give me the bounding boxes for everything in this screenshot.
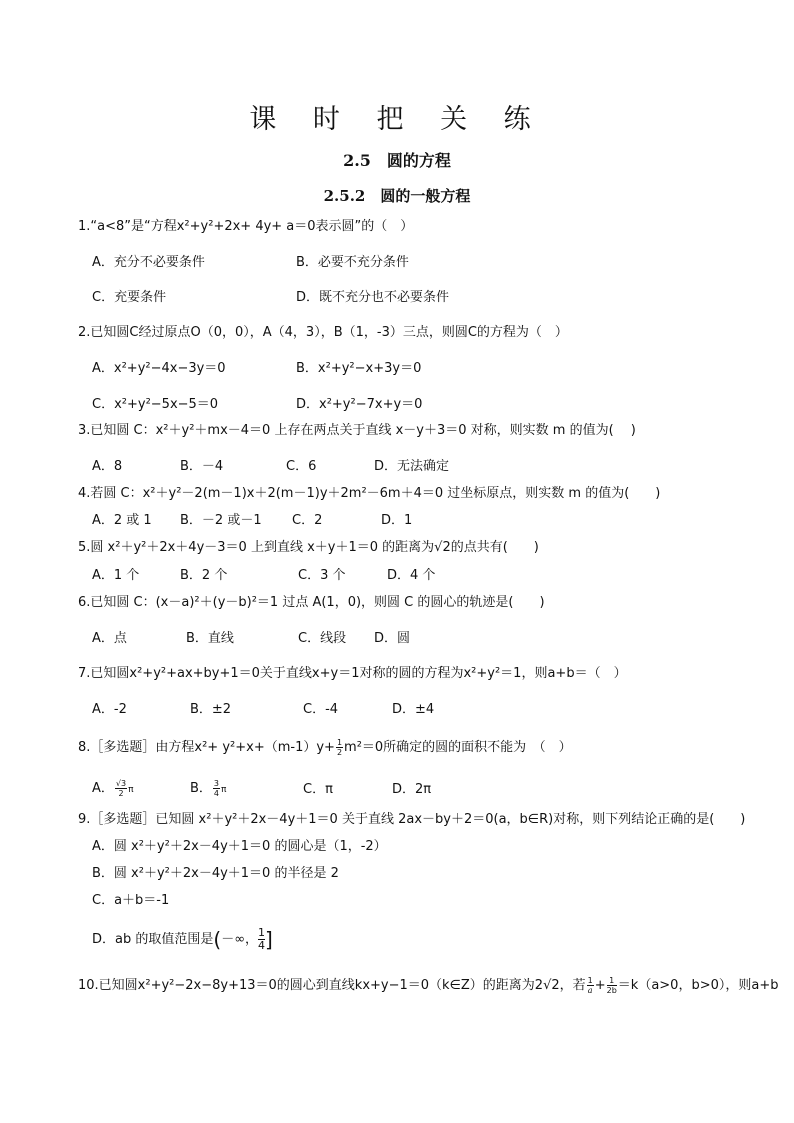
question-7-option-b: B．±2 [190,702,232,717]
question-6-stem: 6.已知圆 C：(x－a)²＋(y－b)²＝1 过点 A(1，0)，则圆 C 的圆心的轨迹是( ) [78,595,545,610]
question-4-option-d: D．1 [381,513,413,528]
question-1-stem: 1.“a<8”是“方程x²+y²+2x+ 4y+ a＝0表示圆”的（ ） [78,219,414,234]
question-4-option-c: C．2 [292,513,323,528]
question-5-option-c: C．3 个 [298,568,346,583]
question-1-option-a: A．充分不必要条件 [92,255,205,270]
question-3-stem: 3.已知圆 C：x²＋y²＋mx－4＝0 上存在两点关于直线 x－y＋3＝0 对称，则实数 m 的值为( ) [78,423,636,438]
fraction-one-half: $\frac{1}{2}$ [336,738,343,757]
question-5-stem-post: 的点共有( ) [450,540,539,555]
question-5-option-b: B．2 个 [180,568,228,583]
question-2-option-c: C．x²+y²−5x−5＝0 [92,397,219,412]
question-9-stem: 9.［多选题］已知圆 x²＋y²＋2x－4y＋1＝0 关于直线 2ax－by＋2＝0(a，b∈R)对称，则下列结论正确的是( ) [78,812,746,827]
sqrt-2: √2 [434,540,451,555]
fraction-three-quarters: $\frac{3}{4}$ [213,779,220,798]
question-6-option-a: A．点 [92,631,127,646]
fraction-one-over-2b: $\frac{1}{2b}$ [606,976,617,995]
question-9-option-c: C．a＋b＝-1 [92,893,170,908]
question-3-option-b: B．－4 [180,459,224,474]
question-7-option-d: D．±4 [392,702,435,717]
question-9-option-b: B．圆 x²＋y²＋2x－4y＋1＝0 的半径是 2 [92,866,339,881]
question-4-option-a: A．2 或 1 [92,513,152,528]
fraction-one-quarter: $\frac{1}{4}$ [258,926,266,952]
question-5-option-d: D．4 个 [387,568,436,583]
question-10-stem-post: ＝k（a>0，b>0），则a+b [617,978,779,993]
question-2-option-b: B．x²+y²−x+3y＝0 [296,361,422,376]
question-9-option-d: D．ab 的取值范围是(－∞， $\frac{1}{4}$] [92,926,273,952]
question-2-option-d: D．x²+y²−7x+y＝0 [296,397,423,412]
fraction-one-over-a: $\frac{1}{a}$ [587,976,593,995]
question-5-stem [78,539,539,557]
question-5-option-a: A．1 个 [92,568,140,583]
question-4-option-b: B．－2 或－1 [180,513,262,528]
question-8-option-a: A． $\frac{√3}{2}$ π [92,779,134,798]
subsection-heading: 2.5.2 圆的一般方程 [323,187,471,205]
question-5-stem-pre: 5.圆 x²＋y²＋2x＋4y－3＝0 上到直线 x＋y＋1＝0 的距离为 [78,540,435,555]
question-8-stem-post: m²＝0所确定的圆的面积不能为 （ ） [344,740,572,755]
question-7-option-a: A．-2 [92,702,127,717]
question-3-option-d: D．无法确定 [374,459,450,474]
question-4-stem: 4.若圆 C：x²＋y²－2(m－1)x＋2(m－1)y＋2m²－6m＋4＝0 过坐标原点，则实数 m 的值为( ) [78,486,661,501]
question-3-option-c: C．6 [286,459,317,474]
question-8-option-b: B． $\frac{3}{4}$ π [190,779,227,798]
question-7-stem: 7.已知圆x²+y²+ax+by+1＝0关于直线x+y＝1对称的圆的方程为x²+y²＝1，则a+b＝（ ） [78,666,627,681]
question-8-stem [78,738,572,757]
section-heading: 2.5 圆的方程 [343,151,451,170]
question-10-stem-pre: 10.已知圆x²+y²−2x−8y+13＝0的圆心到直线kx+y−1＝0（k∈Z）的距离为2√2，若 [78,978,586,993]
question-1-option-d: D．既不充分也不必要条件 [296,290,450,305]
question-7-option-c: C．-4 [303,702,339,717]
question-2-stem: 2.已知圆C经过原点O（0，0），A（4，3），B（1，-3）三点，则圆C的方程为（ ） [78,325,568,340]
question-6-option-b: B．直线 [186,631,234,646]
question-6-option-d: D．圆 [374,631,411,646]
question-1-option-b: B．必要不充分条件 [296,255,409,270]
question-8-option-c: C．π [303,782,333,797]
fraction-sqrt3-over-2: $\frac{√3}{2}$ [115,779,127,798]
page-title: 课 时 把 关 练 [249,104,545,135]
question-3-option-a: A．8 [92,459,123,474]
question-6-option-c: C．线段 [298,631,347,646]
question-9-option-a: A．圆 x²＋y²＋2x－4y＋1＝0 的圆心是（1，-2） [92,839,387,854]
question-10-stem: 10.已知圆x²+y²−2x−8y+13＝0的圆心到直线kx+y−1＝0（k∈Z）的距离为2√2，若 $\frac{1}{a}$ + $\frac{1}{2b}$ ＝k（a>0，b>0），则a+b [78,976,779,995]
question-2-option-a: A．x²+y²−4x−3y＝0 [92,361,226,376]
question-8-stem-pre: 8.［多选题］由方程x²+ y²+x+（m-1）y+ [78,740,335,755]
question-8-option-d: D．2π [392,782,432,797]
question-1-option-c: C．充要条件 [92,290,167,305]
